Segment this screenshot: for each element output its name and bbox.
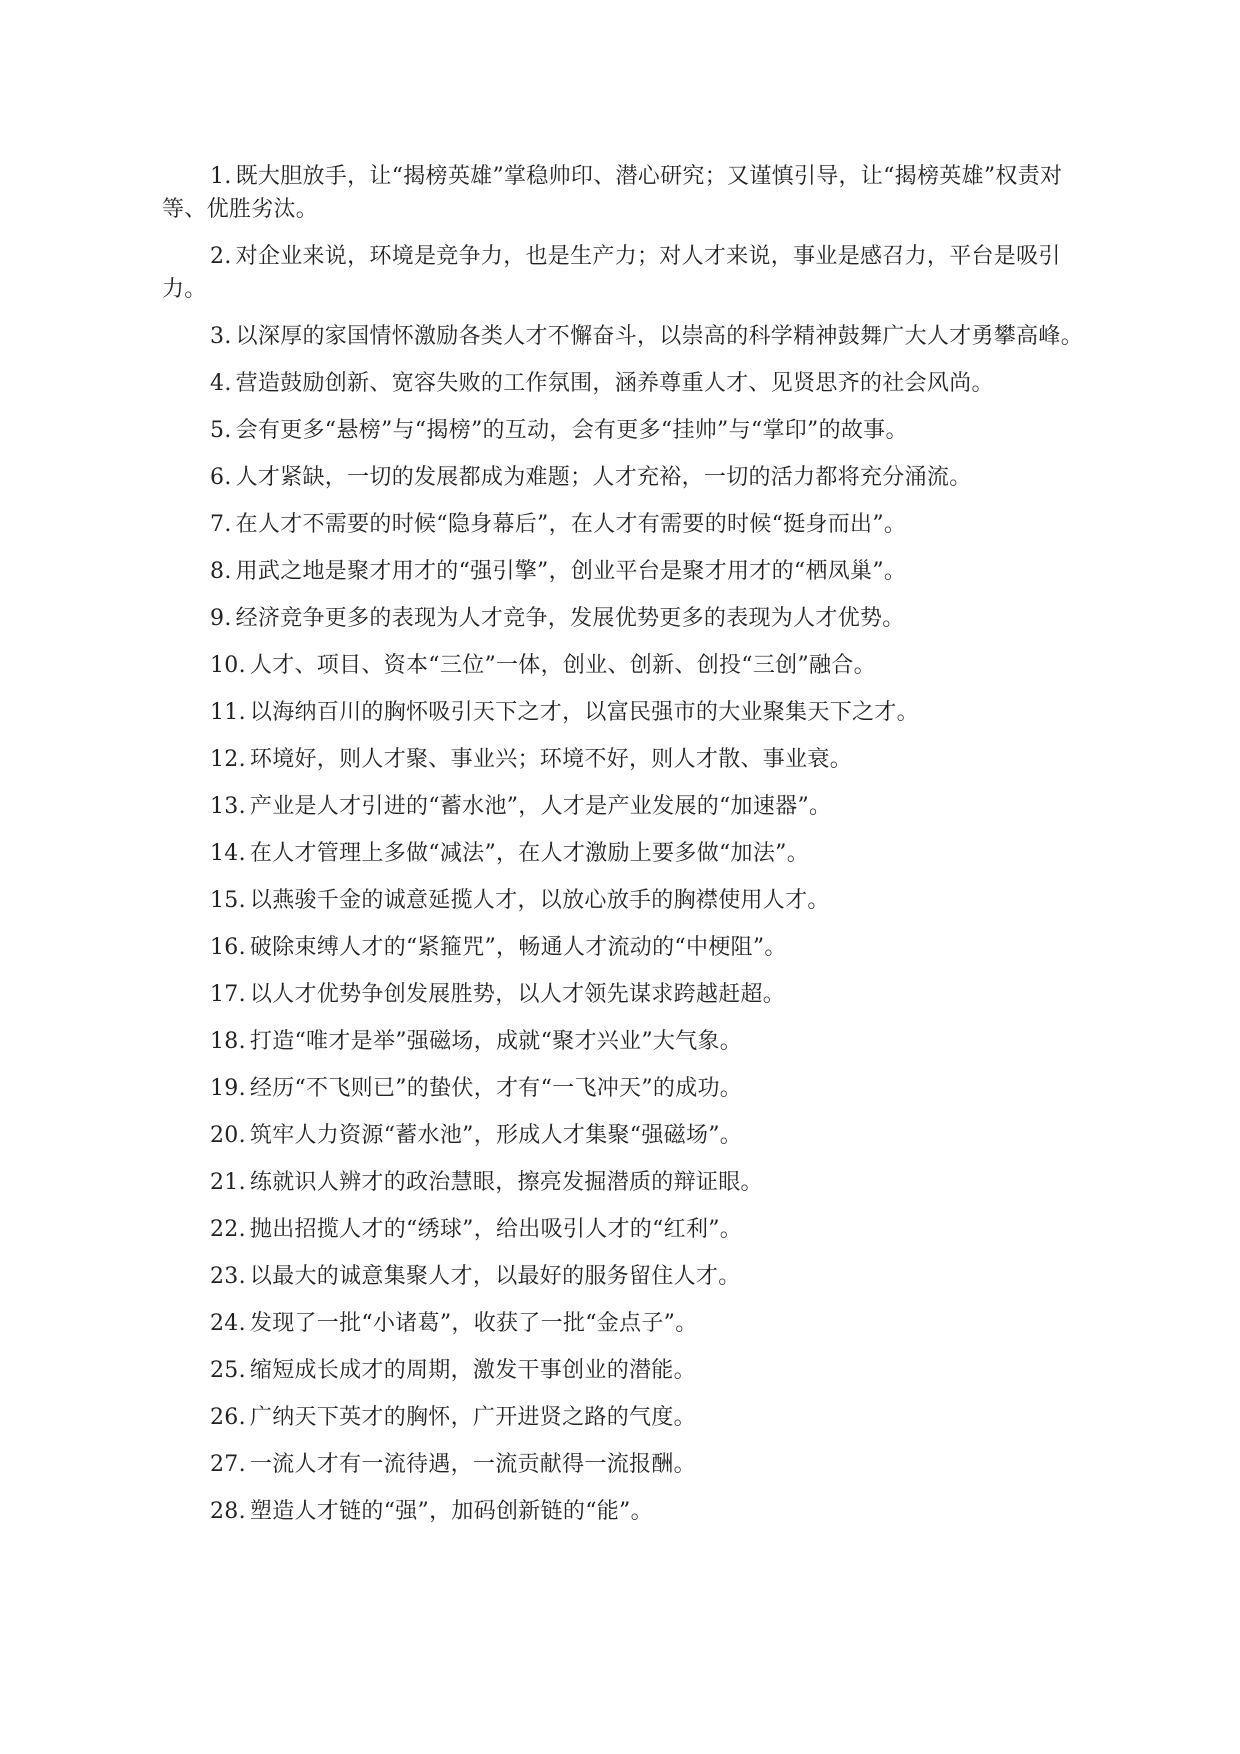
item-text: 筑牢人力资源“蓄水池”，形成人才集聚“强磁场”。 [249,1123,743,1148]
item-text: 既大胆放手，让“揭榜英雄”掌稳帅印、潜心研究；又谨慎引导，让“揭榜英雄”权责对等、优胜劣汰。 [162,164,1063,222]
item-text: 会有更多“悬榜”与“揭榜”的互动，会有更多“挂帅”与“掌印”的故事。 [235,418,908,443]
item-text: 抛出招揽人才的“绣球”，给出吸引人才的“红利”。 [249,1217,743,1242]
list-item [162,1495,1092,1528]
list-item [162,160,1092,226]
list-item [162,240,1092,306]
list-item [162,1119,1092,1152]
list-item [162,1213,1092,1246]
item-number: 21 . [210,1170,246,1195]
item-text: 以最大的诚意集聚人才，以最好的服务留住人才。 [249,1264,741,1289]
item-number: 20 . [210,1123,246,1148]
item-text: 经历“不飞则已”的蛰伏，才有“一飞冲天”的成功。 [249,1076,743,1101]
item-number: 22 . [210,1217,246,1242]
item-number: 23 . [210,1264,246,1289]
item-text: 练就识人辨才的政治慧眼，擦亮发掘潜质的辩证眼。 [249,1170,763,1195]
list-item [162,1307,1092,1340]
item-number: 4 . [210,371,232,396]
item-number: 27 . [210,1452,246,1477]
list-item [162,414,1092,447]
item-number: 24 . [210,1311,246,1336]
list-item [162,649,1092,682]
list-item [162,508,1092,541]
item-text: 对企业来说，环境是竞争力，也是生产力；对人才来说，事业是感召力，平台是吸引力。 [162,244,1061,302]
item-text: 破除束缚人才的“紧箍咒”，畅通人才流动的“中梗阻”。 [249,935,787,960]
item-text: 广纳天下英才的胸怀，广开进贤之路的气度。 [249,1405,696,1430]
item-text: 缩短成长成才的周期，激发干事创业的潜能。 [249,1358,696,1383]
quote-list [162,160,1092,1542]
list-item [162,1260,1092,1293]
item-number: 10 . [210,653,246,678]
list-item [162,790,1092,823]
item-number: 25 . [210,1358,246,1383]
item-text: 用武之地是聚才用才的“强引擎”，创业平台是聚才用才的“栖凤巢”。 [235,559,907,584]
item-text: 在人才不需要的时候“隐身幕后”，在人才有需要的时候“挺身而出”。 [235,512,907,537]
item-number: 1 . [210,164,232,189]
item-number: 14 . [210,841,246,866]
list-item [162,743,1092,776]
item-text: 塑造人才链的“强”，加码创新链的“能”。 [249,1499,653,1524]
item-text: 以人才优势争创发展胜势，以人才领先谋求跨越赶超。 [249,982,786,1007]
item-number: 17 . [210,982,246,1007]
item-text: 以燕骏千金的诚意延揽人才，以放心放手的胸襟使用人才。 [249,888,830,913]
list-item [162,1166,1092,1199]
item-text: 打造“唯才是举”强磁场，成就“聚才兴业”大气象。 [249,1029,743,1054]
item-number: 26 . [210,1405,246,1430]
item-number: 7 . [210,512,232,537]
item-number: 3 . [210,324,232,349]
item-text: 以海纳百川的胸怀吸引天下之才，以富民强市的大业聚集天下之才。 [249,700,919,725]
item-text: 经济竞争更多的表现为人才竞争，发展优势更多的表现为人才优势。 [235,606,905,631]
item-text: 人才紧缺，一切的发展都成为难题；人才充裕，一切的活力都将充分涌流。 [235,465,972,490]
item-text: 营造鼓励创新、宽容失败的工作氛围，涵养尊重人才、见贤思齐的社会风尚。 [235,371,994,396]
list-item [162,555,1092,588]
list-item [162,696,1092,729]
item-number: 5 . [210,418,232,443]
list-item [162,884,1092,917]
item-number: 9 . [210,606,232,631]
item-text: 环境好，则人才聚、事业兴；环境不好，则人才散、事业衰。 [249,747,853,772]
item-number: 8 . [210,559,232,584]
list-item [162,978,1092,1011]
item-number: 28 . [210,1499,246,1524]
item-number: 11 . [210,700,246,725]
list-item [162,1072,1092,1105]
item-text: 发现了一批“小诸葛”，收获了一批“金点子”。 [249,1311,698,1336]
item-text: 一流人才有一流待遇，一流贡献得一流报酬。 [249,1452,696,1477]
list-item [162,837,1092,870]
list-item [162,367,1092,400]
item-number: 15 . [210,888,246,913]
item-text: 以深厚的家国情怀激励各类人才不懈奋斗，以崇高的科学精神鼓舞广大人才勇攀高峰。 [235,324,1084,349]
item-text: 人才、项目、资本“三位”一体，创业、创新、创投“三创”融合。 [249,653,876,678]
item-number: 12 . [210,747,246,772]
item-text: 产业是人才引进的“蓄水池”，人才是产业发展的“加速器”。 [249,794,832,819]
list-item [162,931,1092,964]
list-item [162,320,1092,353]
item-text: 在人才管理上多做“减法”，在人才激励上要多做“加法”。 [249,841,809,866]
list-item [162,1401,1092,1434]
list-item [162,1354,1092,1387]
item-number: 13 . [210,794,246,819]
list-item [162,602,1092,635]
list-item [162,1448,1092,1481]
list-item [162,461,1092,494]
list-item [162,1025,1092,1058]
item-number: 19 . [210,1076,246,1101]
item-number: 2 . [210,244,232,269]
item-number: 6 . [210,465,232,490]
item-number: 16 . [210,935,246,960]
item-number: 18 . [210,1029,246,1054]
